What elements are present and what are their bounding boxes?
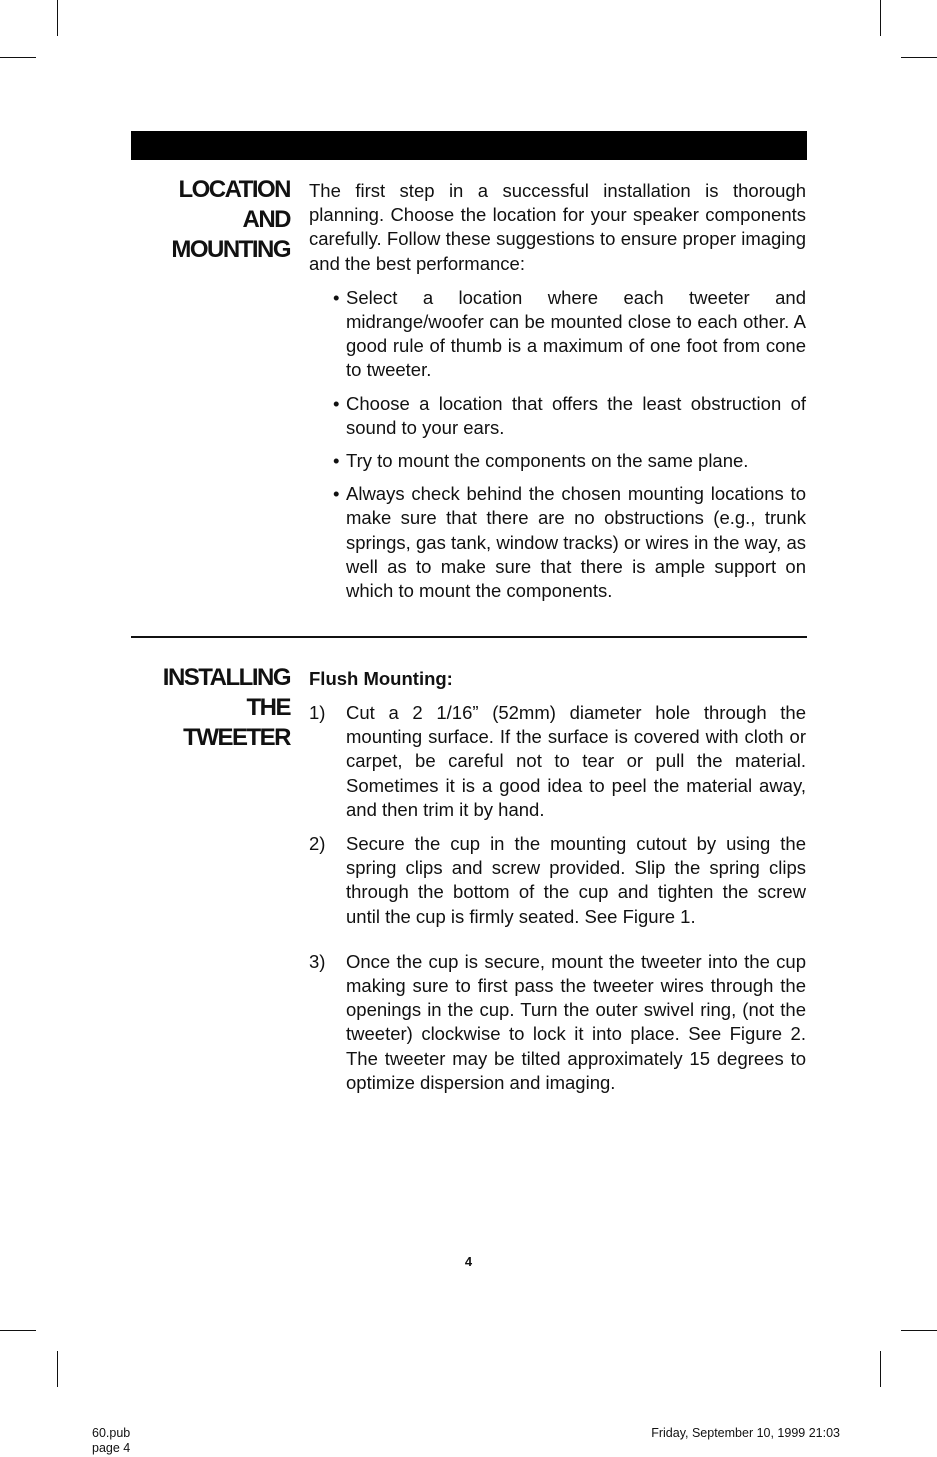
crop-mark-top-left-vertical [57, 0, 58, 36]
step-text: Secure the cup in the mounting cutout by using the spring clips and screw provided. Slip the spring clips through the bottom of the cup and tighten the screw until the cup is firmly seated. See Figure 1. [346, 833, 806, 927]
list-item [309, 449, 806, 473]
crop-mark-top-left-horizontal [0, 57, 36, 58]
section-heading-tweeter [110, 663, 290, 753]
crop-mark-top-right-vertical [880, 0, 881, 36]
section-tweeter-body [309, 667, 806, 1095]
section-heading-location [110, 175, 290, 265]
crop-mark-bottom-left-vertical [57, 1351, 58, 1387]
subheading-flush-mounting: Flush Mounting: [309, 668, 453, 689]
heading-line: LOCATION [178, 176, 290, 203]
section-divider [131, 636, 807, 638]
crop-mark-bottom-left-horizontal [0, 1330, 36, 1331]
footer-filename: 60.pub [92, 1426, 131, 1440]
heading-line: TWEETER [183, 724, 290, 751]
list-item-text: Select a location where each tweeter and midrange/woofer can be mounted close to each other. A good rule of thumb is a maximum of one foot from cone to tweeter. [346, 286, 806, 381]
footer-page: page 4 [92, 1441, 131, 1455]
crop-mark-bottom-right-horizontal [901, 1330, 937, 1331]
list-item-text: Try to mount the components on the same plane. [346, 450, 749, 472]
list-item-text: Always check behind the chosen mounting locations to make sure that there are no obstructions (e.g., trunk springs, gas tank, window tracks) or wires in the way, as well as to make sure that there is ample support on which to mount the components. [346, 483, 806, 602]
steps-list [309, 701, 806, 1095]
list-item [309, 832, 806, 929]
list-item [309, 286, 806, 383]
page-number: 4 [464, 1254, 473, 1269]
header-bar [131, 131, 807, 160]
heading-line: AND [242, 206, 290, 233]
list-item [309, 950, 806, 1095]
list-item [309, 701, 806, 822]
heading-line: INSTALLING [162, 664, 290, 691]
list-item-text: Choose a location that offers the least obstruction of sound to your ears. [346, 392, 806, 438]
footer-file-info [92, 1426, 130, 1456]
step-number: 1) [309, 702, 326, 723]
bullet-icon: • [333, 286, 340, 308]
bullet-icon: • [333, 450, 340, 472]
intro-paragraph: The first step in a successful installation is thorough planning. Choose the location for your speaker components carefully. Follow these suggestions to ensure proper imaging and the best performance: [309, 180, 806, 274]
step-text: Once the cup is secure, mount the tweeter into the cup making sure to first pass the tweeter wires through the openings in the cup. Turn the outer swivel ring, (not the tweeter) clockwise to lock it into place. See Figure 2. The tweeter may be tilted approximately 15 degrees to optimize dispersion and imaging. [346, 950, 806, 1093]
bullet-list [309, 286, 806, 603]
heading-line: MOUNTING [171, 236, 290, 263]
crop-mark-top-right-horizontal [901, 57, 937, 58]
section-location-body [309, 179, 806, 612]
list-item [309, 392, 806, 440]
bullet-icon: • [333, 483, 340, 505]
list-item [309, 482, 806, 603]
bullet-icon: • [333, 392, 340, 414]
step-number: 3) [309, 950, 326, 972]
footer-timestamp: Friday, September 10, 1999 21:03 [651, 1426, 840, 1440]
heading-line: THE [246, 694, 290, 721]
step-text: Cut a 2 1/16” (52mm) diameter hole through the mounting surface. If the surface is covered with cloth or carpet, be careful not to tear or pull the material. Sometimes it is a good idea to peel the material away, and then trim it by hand. [346, 702, 806, 820]
crop-mark-bottom-right-vertical [880, 1351, 881, 1387]
step-number: 2) [309, 833, 326, 855]
